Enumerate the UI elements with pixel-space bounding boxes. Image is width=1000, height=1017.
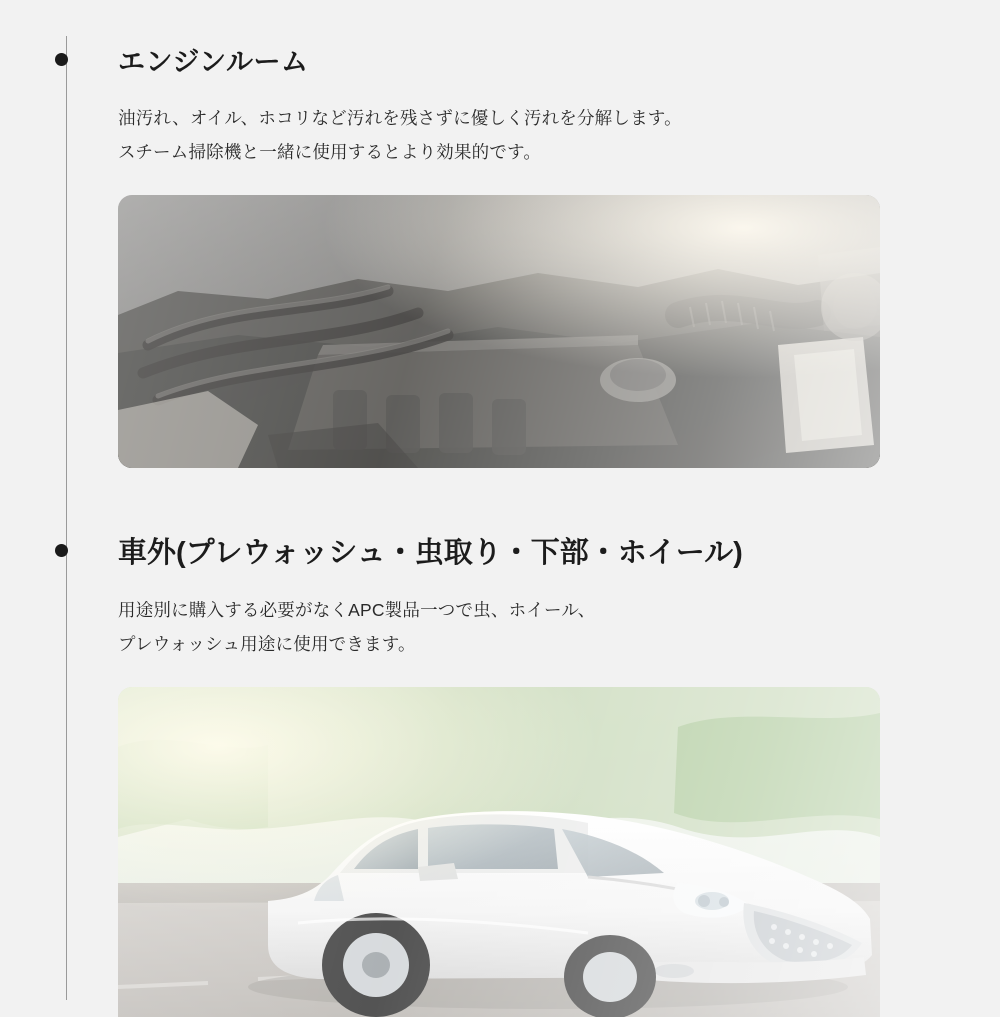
section-1-heading-row [0, 40, 1000, 79]
section-1-title: エンジンルーム [118, 47, 309, 77]
section-1-body-line-1: 油汚れ、オイル、ホコリなど汚れを残さずに優しく汚れを分解します。 [118, 108, 682, 128]
section-2-body-line-2: プレウォッシュ用途に使用できます。 [118, 634, 416, 655]
bullet-icon [55, 544, 68, 557]
section-2-body [0, 593, 1000, 661]
section-1-body [0, 101, 1000, 169]
engine-bay-photo [118, 195, 880, 468]
bullet-icon [55, 53, 68, 66]
section-2-heading-row [0, 530, 1000, 571]
section-2-body-line-1: 用途別に購入する必要がなくAPC製品一つで虫、ホイール、 [118, 600, 596, 620]
section-2-title: 車外(プレウォッシュ・虫取り・下部・ホイール) [118, 537, 743, 569]
section-engine-room [0, 40, 1000, 468]
section-exterior [0, 530, 1000, 1017]
section-1-body-line-2: スチーム掃除機と一緒に使用するとより効果的です。 [118, 142, 542, 163]
white-suv-photo [118, 687, 880, 1017]
